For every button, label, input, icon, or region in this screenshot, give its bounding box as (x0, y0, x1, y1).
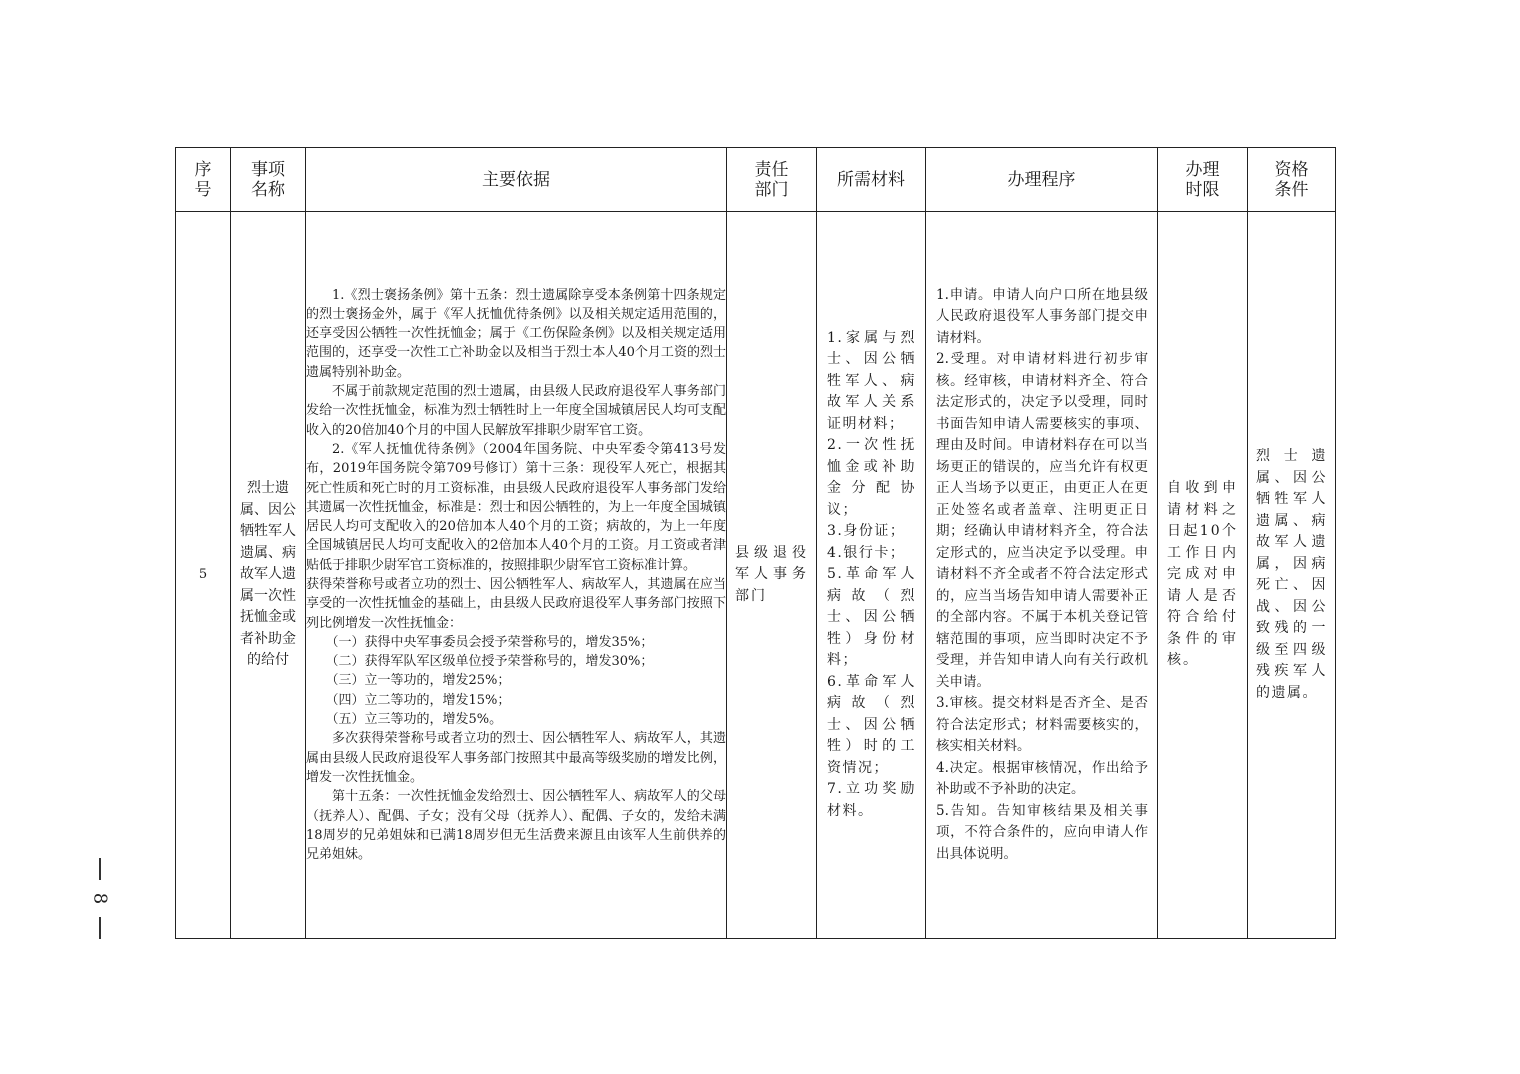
row-department: 县级退役军人事务部门 (727, 212, 817, 939)
basis-paragraph: 1.《烈士褒扬条例》第十五条：烈士遗属除享受本条例第十四条规定的烈士褒扬金外，属于《军人抚恤优待条例》以及相关规定适用范围的，还享受因公牺牲一次性抚恤金；属于《工伤保险条例》以及相关规定适用范围的，还享受一次性工亡补助金以及相当于烈士本人40个月工资的烈士遗属特别补助金。 (306, 287, 726, 380)
header-qualification: 资格条件 (1248, 148, 1336, 212)
material-item: 5.革命军人病故（烈士、因公牺牲）身份材料； (827, 566, 916, 669)
header-seq: 序号 (176, 148, 231, 212)
header-time-limit: 办理时限 (1158, 148, 1248, 212)
page-number-dash-bottom (99, 917, 101, 939)
material-item: 4.银行卡； (827, 544, 906, 561)
row-qualification: 烈士遗属、因公牺牲军人遗属、病故军人遗属，因病死亡、因战、因公致残的一级至四级残疾军人的遗属。 (1248, 212, 1336, 939)
header-department: 责任部门 (727, 148, 817, 212)
basis-paragraph: 多次获得荣誉称号或者立功的烈士、因公牺牲军人、病故军人，其遗属由县级人民政府退役军人事务部门按照其中最高等级奖励的增发比例，增发一次性抚恤金。 (306, 731, 726, 785)
basis-bonus-item: （五）立三等功的，增发5%。 (325, 712, 503, 728)
basis-bonus-item: （三）立一等功的，增发25%； (325, 673, 511, 689)
procedure-step: 3.审核。提交材料是否齐全、是否符合法定形式；材料需要核实的，核实相关材料。 (936, 695, 1148, 755)
material-item: 3.身份证； (827, 523, 906, 540)
basis-bonus-item: （二）获得军队军区级单位授予荣誉称号的，增发30%； (325, 654, 654, 670)
basis-paragraph: 获得荣誉称号或者立功的烈士、因公牺牲军人、病故军人，其遗属在应当享受的一次性抚恤金的基础上，由县级人民政府退役军人事务部门按照下列比例增发一次性抚恤金： (306, 577, 726, 631)
page-number-dash-top (99, 858, 101, 880)
material-item: 7.立功奖励材料。 (827, 781, 916, 819)
basis-paragraph: 不属于前款规定范围的烈士遗属，由县级人民政府退役军人事务部门发给一次性抚恤金，标准为烈士牺牲时上一年度全国城镇居民人均可支配收入的20倍加40个月的中国人民解放军排职少尉军官工资。 (306, 384, 726, 438)
row-item-name: 烈士遗属、因公牺牲军人遗属、病故军人遗属一次性抚恤金或者补助金的给付 (231, 212, 306, 939)
page-number (88, 858, 112, 939)
row-main-basis (306, 212, 727, 939)
material-item: 2.一次性抚恤金或补助金分配协议； (827, 437, 916, 518)
basis-bonus-item: （一）获得中央军事委员会授予荣誉称号的，增发35%； (325, 634, 654, 650)
basis-bonus-item: （四）立二等功的，增发15%； (325, 692, 511, 708)
procedure-step: 4.决定。根据审核情况，作出给予补助或不予补助的决定。 (936, 759, 1148, 798)
row-time-limit: 自收到申请材料之日起10个工作日内完成对申请人是否符合给付条件的审核。 (1158, 212, 1248, 939)
header-procedure: 办理程序 (926, 148, 1158, 212)
material-item: 1.家属与烈士、因公牺牲军人、病故军人关系证明材料； (827, 329, 916, 432)
procedure-step: 5.告知。告知审核结果及相关事项，不符合条件的，应向申请人作出具体说明。 (936, 802, 1148, 862)
table-row (176, 212, 1336, 939)
service-items-table (175, 147, 1336, 939)
material-item: 6.革命军人病故（烈士、因公牺牲）时的工资情况； (827, 673, 916, 776)
table-header-row (176, 148, 1336, 212)
basis-paragraph: 第十五条：一次性抚恤金发给烈士、因公牺牲军人、病故军人的父母（抚养人）、配偶、子女；没有父母（抚养人）、配偶、子女的，发给未满18周岁的兄弟姐妹和已满18周岁但无生活费来源且由该军人生前供养的兄弟姐妹。 (306, 789, 726, 863)
procedure-step: 1.申请。申请人向户口所在地县级人民政府退役军人事务部门提交申请材料。 (936, 286, 1148, 346)
procedure-step: 2.受理。对申请材料进行初步审核。经审核，申请材料齐全、符合法定形式的，决定予以受理，同时书面告知申请人需要核实的事项、理由及时间。申请材料存在可以当场更正的错误的，应当允许有权更正人当场予以更正，由更正人在更正处签名或者盖章、注明更正日期；经确认申请材料齐全，符合法定形式的，应当决定予以受理。申请材料不齐全或者不符合法定形式的，应当当场告知申请人需要补正的全部内容。不属于本机关登记管辖范围的事项，应当即时决定不予受理，并告知申请人向有关行政机关申请。 (936, 351, 1148, 690)
basis-paragraph: 2.《军人抚恤优待条例》（2004年国务院、中央军委令第413号发布，2019年国务院令第709号修订）第十三条：现役军人死亡，根据其死亡性质和死亡时的月工资标准，由县级人民政府退役军人事务部门发给其遗属一次性抚恤金，标准是：烈士和因公牺牲的，为上一年度全国城镇居民人均可支配收入的20倍加本人40个月的工资；病故的，为上一年度全国城镇居民人均可支配收入的2倍加本人40个月的工资。月工资或者津贴低于排职少尉军官工资标准的，按照排职少尉军官工资标准计算。 (306, 441, 726, 573)
page-number-digit: 8 (89, 892, 111, 905)
header-main-basis: 主要依据 (306, 148, 727, 212)
row-procedure (926, 212, 1158, 939)
row-seq: 5 (176, 212, 231, 939)
header-materials: 所需材料 (817, 148, 926, 212)
row-materials (817, 212, 926, 939)
header-item-name: 事项名称 (231, 148, 306, 212)
